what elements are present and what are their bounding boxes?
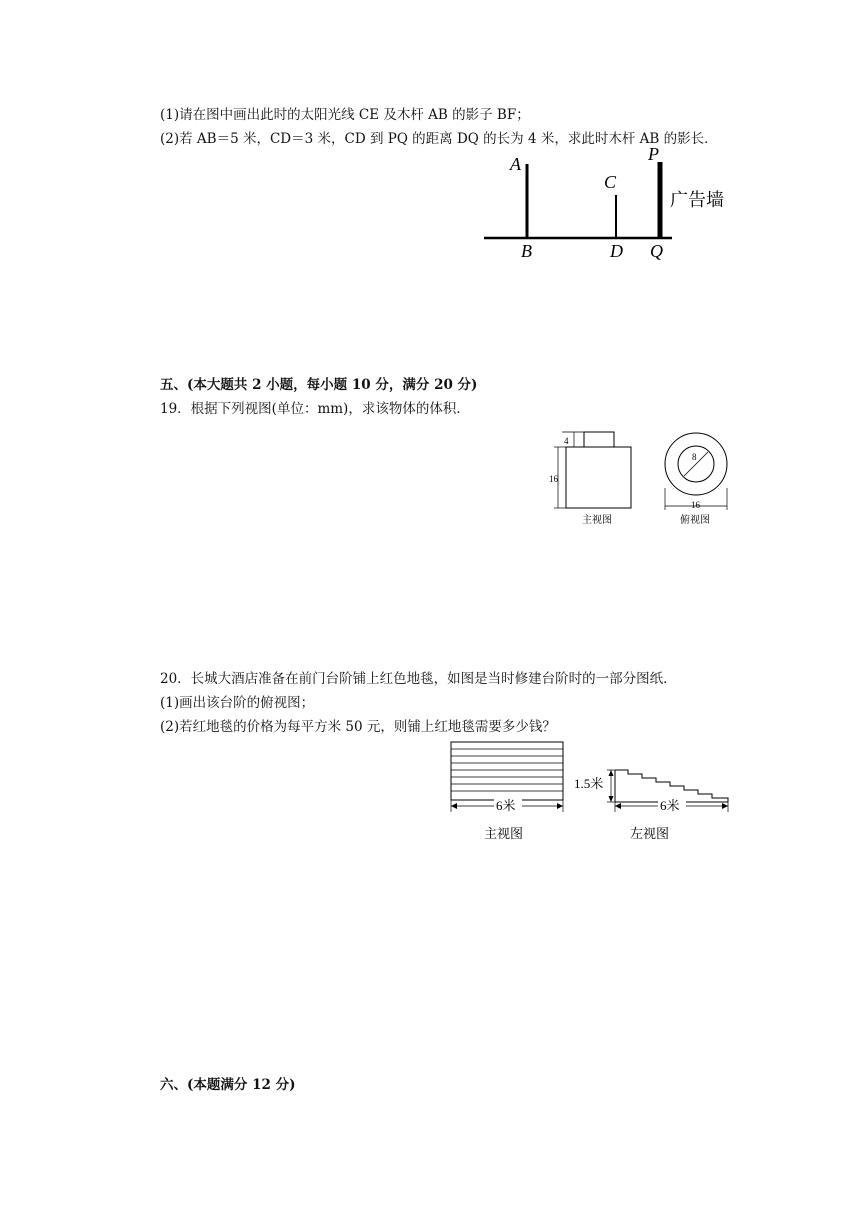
- section6-heading: 六、(本题满分 12 分): [160, 1077, 296, 1093]
- q20-front-view: [446, 740, 570, 850]
- q19-front-view: [544, 428, 644, 530]
- left-width-label: 6米: [660, 798, 680, 813]
- front-dim-top: 4: [564, 436, 569, 446]
- q20-left-caption: 左视图: [630, 826, 670, 841]
- wall-label: 广告墙: [670, 190, 724, 210]
- top-caption: 俯视图: [680, 515, 710, 526]
- q20-text: 20．长城大酒店准备在前门台阶铺上红色地毯，如图是当时修建台阶时的一部分图纸．: [160, 671, 677, 687]
- q18-figure: [480, 140, 740, 265]
- label-b: B: [521, 241, 532, 261]
- front-dim-side: 16: [549, 474, 558, 484]
- q19-text: 19．根据下列视图(单位：mm)，求该物体的体积．: [160, 401, 470, 417]
- q20-part1: (1)画出该台阶的俯视图；: [160, 695, 315, 711]
- top-dim-outer: 16: [691, 500, 700, 510]
- label-p: P: [648, 144, 659, 164]
- front-caption: 主视图: [582, 515, 612, 526]
- q18-part2: (2)若 AB＝5 米，CD＝3 米，CD 到 PQ 的距离 DQ 的长为 4 米，求此时木杆 AB 的影长．: [160, 131, 718, 147]
- left-height-label: 1.5米: [574, 776, 604, 791]
- top-dim-inner: 8: [692, 452, 697, 462]
- label-c: C: [604, 172, 617, 192]
- front-top-rect: [584, 432, 614, 447]
- q20-left-view: [574, 760, 740, 850]
- label-d: D: [610, 241, 623, 261]
- label-a: A: [510, 154, 521, 174]
- section5-heading: 五、(本大题共 2 小题，每小题 10 分，满分 20 分): [160, 377, 478, 393]
- q18-part1: (1)请在图中画出此时的太阳光线 CE 及木杆 AB 的影子 BF；: [160, 107, 530, 123]
- label-q: Q: [650, 241, 663, 261]
- q20-part2: (2)若红地毯的价格为每平方米 50 元，则铺上红地毯需要多少钱？: [160, 719, 556, 735]
- q19-top-view: [660, 428, 750, 530]
- q20-front-caption: 主视图: [484, 826, 524, 841]
- front-width-label: 6米: [496, 798, 516, 813]
- front-main-rect: [566, 447, 631, 508]
